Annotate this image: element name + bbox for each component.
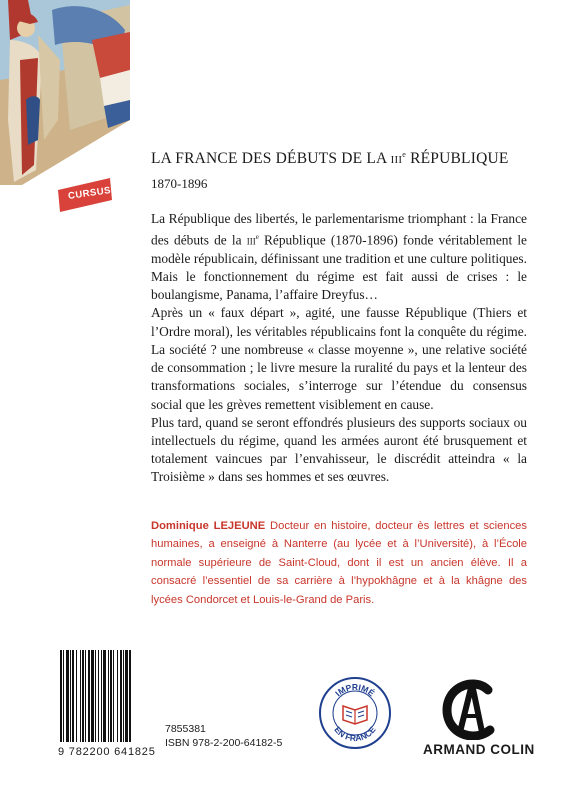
- svg-text:IMPRIMÉ: IMPRIMÉ: [333, 682, 377, 699]
- catalog-info: [165, 722, 282, 750]
- back-cover-blurb: [151, 210, 527, 487]
- barcode: [58, 650, 158, 744]
- svg-text:EN FRANCE: EN FRANCE: [332, 724, 378, 744]
- barcode-number: 9 782200 641825: [58, 746, 156, 758]
- publisher-name: ARMAND COLIN: [423, 742, 535, 757]
- printed-in-france-stamp: [318, 676, 392, 750]
- blurb-paragraph-3: Plus tard, quand se seront effondrés plusieurs des supports sociaux ou intellectuels du régime, quand les armées auront été brusquement et totalement vaincues par l’envahisseur, le discrédit atteindra « la Troisième » dans ses hommes et ses œuvres.: [151, 414, 527, 485]
- author-name: Dominique LEJEUNE: [151, 520, 266, 532]
- book-years: 1870-1896: [151, 176, 208, 191]
- book-title: LA FRANCE DES DÉBUTS DE LA iii$^e$ RÉPUBLIQUE: [151, 150, 509, 168]
- cover-illustration: [0, 0, 130, 185]
- blurb-paragraph-2: Après un « faux départ », agité, une fausse République (Thiers et l’Ordre moral), les véritables républicains font la conquête du régime. La société ? une nombreuse « classe moyenne », une relative société de consommation ; le livre mesure la ruralité du pays et la lenteur des transformations sociales, s’interroge sur l’étendue du consensus social que les grèves remettent visiblement en cause.: [151, 305, 527, 412]
- armand-colin-logo: [436, 678, 506, 740]
- series-tag: [58, 178, 112, 212]
- author-bio-text: Docteur en histoire, docteur ès lettres et sciences humaines, a enseigné à Nanterre (au lycée et à l’Université), à l’École normale supérieure de Saint-Cloud, dont il est un ancien élève. Il a consacré l’essentiel de sa carrière à l’hypokhâgne et à la khâgne des lycées Condorcet et Louis-le-Grand de Paris.: [151, 520, 527, 606]
- blurb-paragraph-1: La République des libertés, le parlementarisme triomphant : la France des débuts de la iii$^e$ République (1870-1896) fonde véritablement le modèle républicain, définissant une tradition et une culture politiques. Mais le fonctionnement du régime est fait aussi de crises : le boulangisme, Panama, l’affaire Dreyfus…: [151, 211, 527, 303]
- isbn: ISBN 978-2-200-64182-5: [165, 737, 283, 749]
- series-label: CURSUS: [67, 185, 112, 202]
- author-bio: [151, 517, 527, 609]
- catalog-number: 7855381: [165, 723, 206, 735]
